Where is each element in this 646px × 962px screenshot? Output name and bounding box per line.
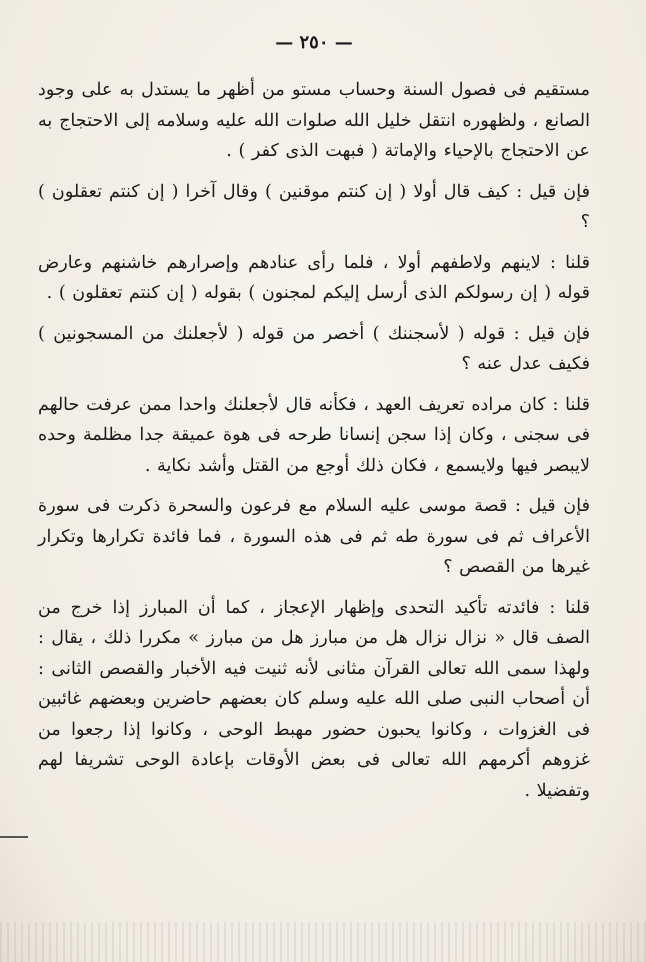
scan-noise: [0, 922, 646, 962]
paragraph-1: مستقيم فى فصول السنة وحساب مستو من أظهر ما يستدل به على وجود الصانع ، ولظهوره انتقل خليل الله صلوات الله عليه وسلامه إلى الاحتجاج به عن الاحتجاج بالإحياء والإماتة ( فبهت الذى كفر ) .: [38, 80, 590, 161]
paragraph-4: فإن قيل : قوله ( لأسجننك ) أخصر من قوله ( لأجعلنك من المسجونين ) فكيف عدل عنه ؟: [38, 323, 590, 374]
page-number: — ٢٥٠ —: [275, 32, 353, 53]
body-text: [38, 75, 590, 806]
paragraph-7: قلنا : فائدته تأكيد التحدى وإظهار الإعجاز ، كما أن المبارز إذا خرج من الصف قال « نزال نزال هل من مبارز هل من مبارز » مكررا ذلك ، يقال : ولهذا سمى الله تعالى القرآن مثانى لأنه ثنيت فيه الأخبار والقصص الثانى : أن أصحاب النبى صلى الله عليه وسلم كان بعضهم حاضرين وبعضهم غائبين فى الغزوات ، وكانوا يحبون حضور مهبط الوحى ، وكانوا إذا رجعوا من غزوهم أكرمهم الله تعالى فى بعض الأوقات بإعادة الوحى تشريفا لهم وتفضيلا .: [38, 597, 590, 801]
paragraph-2: فإن قيل : كيف قال أولا ( إن كنتم موقنين ) وقال آخرا ( إن كنتم تعقلون ) ؟: [38, 181, 590, 232]
scan-edge-mark: [0, 836, 28, 838]
paragraph-6: فإن قيل : قصة موسى عليه السلام مع فرعون والسحرة ذكرت فى سورة الأعراف ثم فى سورة طه ثم فى هذه السورة ، فما فائدة تكرارها وتكرار غيرها من القصص ؟: [38, 496, 590, 577]
paragraph-5: قلنا : كان مراده تعريف العهد ، فكأنه قال لأجعلنك واحدا ممن عرفت حالهم فى سجنى ، وكان إذا سجن إنسانا طرحه فى هوة عميقة جدا مظلمة وحده لايبصر فيها ولايسمع ، فكان ذلك أوجع من القتل وأشد نكاية .: [38, 394, 590, 476]
paragraph-3: قلنا : لاينهم ولاطفهم أولا ، فلما رأى عنادهم وإصرارهم خاشنهم وعارض قوله ( إن رسولكم الذى أرسل إليكم لمجنون ) بقوله ( إن كنتم تعقلون ) .: [38, 252, 590, 303]
